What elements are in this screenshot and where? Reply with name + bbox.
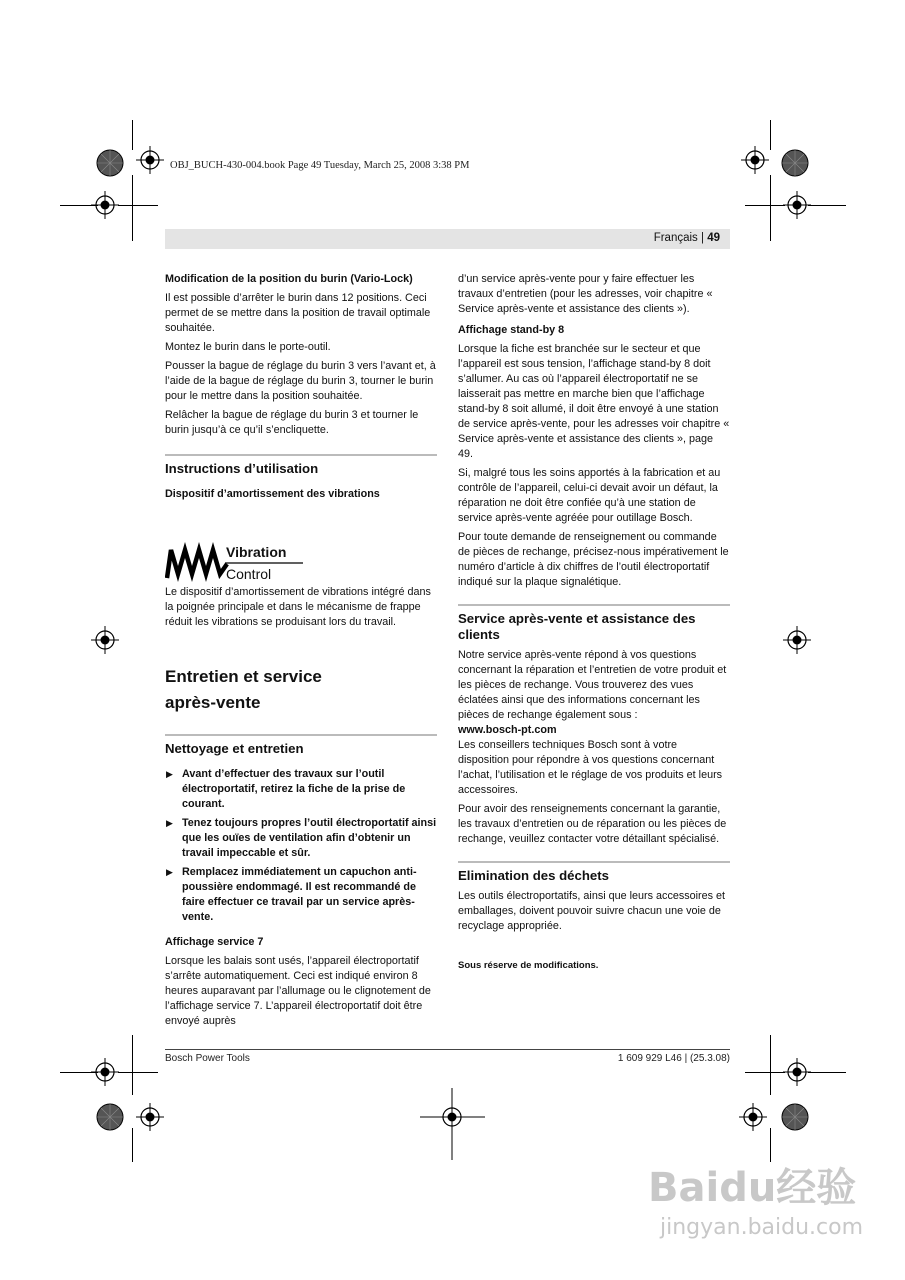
registration-disc-icon: [97, 1104, 123, 1130]
vibration-control-logo: [165, 542, 310, 584]
affichage-service-subheading: Affichage service 7: [165, 936, 264, 948]
footer-left: Bosch Power Tools: [165, 1053, 250, 1064]
bullet-text: Remplacez immédiatement un capuchon anti-poussière endommagé. Il est recommandé de faire effectuer ce travail par un service après-vente.: [182, 866, 417, 923]
vibration-paragraph: Le dispositif d’amortissement de vibrations intégré dans la poignée principale et dans le mécanisme de frappe réduit les vibrations se produisant lors du travail.: [165, 586, 431, 628]
vibration-subheading: Dispositif d’amortissement des vibrations: [165, 488, 380, 500]
service-paragraph-1: Notre service après-vente répond à vos questions concernant la réparation et l’entretien de votre produit et les pièces de rechange. Vous trouverez des vues éclatées ainsi que des informations concernant les pièces de rechange également sous :: [458, 649, 727, 721]
registration-disc-icon: [97, 150, 123, 176]
bullet-arrow-icon: ▶: [166, 867, 173, 877]
footer-divider: [165, 1049, 730, 1050]
entretien-heading-line-2: après-vente: [165, 693, 261, 712]
standby-paragraph-2: Si, malgré tous les soins apportés à la fabrication et au contrôle de l’appareil, celui-ci devait avoir un défaut, la réparation ne doit être confiée qu’à une station de service après-vente agréée pour outillage Bosch.: [458, 467, 721, 524]
registration-target-icon: [741, 146, 769, 174]
registration-target-icon: [91, 626, 119, 654]
right-column: [458, 272, 730, 977]
registration-target-icon: [783, 626, 811, 654]
instructions-heading: Instructions d’utilisation: [165, 454, 437, 477]
registration-target-icon: [136, 1103, 164, 1131]
service-paragraph-3: Pour avoir des renseignements concernant la garantie, les travaux d’entretien ou de réparation ou les pièces de rechange, veuillez contacter votre détaillant spécialisé.: [458, 803, 727, 845]
nettoyage-heading: Nettoyage et entretien: [165, 734, 437, 757]
footer-right: 1 609 929 L46 | (25.3.08): [617, 1053, 730, 1064]
standby-subheading: Affichage stand-by 8: [458, 324, 565, 336]
bullet-arrow-icon: ▶: [166, 818, 173, 828]
header-language: Français: [653, 232, 698, 244]
vario-paragraph-2: Montez le burin dans le porte-outil.: [165, 341, 331, 353]
list-item: [165, 767, 437, 812]
page-number: 49: [707, 232, 720, 244]
logo-word-vibration: Vibration: [226, 544, 287, 560]
bullet-text: Tenez toujours propres l’outil électroportatif ainsi que les ouïes de ventilation afin d’obtenir un travail impeccable et sûr.: [182, 817, 437, 859]
list-item: [165, 816, 437, 861]
affichage-service-paragraph: Lorsque les balais sont usés, l’appareil électroportatif s’arrête automatiquement. Ceci est indiqué environ 8 heures auparavant par l’allumage ou le clignotement de l’affichage service 7. L’appareil électroportatif doit être envoyé auprès: [165, 955, 431, 1027]
elimination-heading: Elimination des déchets: [458, 861, 730, 884]
vario-paragraph-3: Pousser la bague de réglage du burin 3 vers l’avant et, à l’aide de la bague de réglage du burin 3, tourner le burin pour le mettre dans la position souhaitée.: [165, 360, 436, 402]
registration-target-icon: [91, 191, 119, 219]
page-header: [165, 229, 730, 249]
entretien-heading-line-1: Entretien et service: [165, 667, 322, 686]
registration-target-icon: [783, 1058, 811, 1086]
standby-paragraph-1: Lorsque la fiche est branchée sur le secteur et que l’appareil est sous tension, l’affichage stand-by 8 doit s’allumer. Au cas où l’appareil électroportatif ne se laisserait pas mettre en marche bien que l’affichage stand-by 8 soit allumé, il doit être envoyé à une station de service après-vente, pour les adresses voir chapitre « Service après-vente et assistance des clients », page 49.: [458, 343, 730, 460]
header-text: [654, 232, 720, 244]
elimination-paragraph: Les outils électroportatifs, ainsi que leurs accessoires et emballages, doivent pouvoir suivre chacun une voie de recyclage appropriée.: [458, 890, 726, 932]
left-column: [165, 272, 437, 506]
registration-disc-icon: [782, 1104, 808, 1130]
vario-paragraph-4: Relâcher la bague de réglage du burin 3 et tourner le burin jusqu’à ce qu’il s’encliquette.: [165, 409, 419, 436]
bullet-arrow-icon: ▶: [166, 769, 173, 779]
continued-paragraph: d’un service après-vente pour y faire effectuer les travaux d’entretien (pour les adresses, voir chapitre « Service après-vente et assistance des clients »).: [458, 273, 713, 315]
registration-target-icon: [91, 1058, 119, 1086]
logo-word-control: Control: [226, 566, 272, 582]
list-item: [165, 865, 437, 925]
left-column-lower: [165, 585, 437, 1033]
service-url: www.bosch-pt.com: [458, 724, 557, 736]
print-slug: OBJ_BUCH-430-004.book Page 49 Tuesday, March 25, 2008 3:38 PM: [170, 160, 470, 171]
reserve-note: Sous réserve de modifications.: [458, 960, 599, 971]
service-paragraph-2: Les conseillers techniques Bosch sont à votre disposition pour répondre à vos questions concernant l’achat, l’utilisation et le réglage de vos produits et leurs accessoires.: [458, 739, 723, 796]
registration-target-icon: [136, 146, 164, 174]
bullet-text: Avant d’effectuer des travaux sur l’outil électroportatif, retirez la fiche de la prise de courant.: [182, 768, 406, 810]
service-heading: Service après-vente et assistance des clients: [458, 604, 730, 643]
vario-paragraph-1: Il est possible d’arrêter le burin dans 12 positions. Ceci permet de se mettre dans la position de travail optimale souhaitée.: [165, 292, 431, 334]
registration-disc-icon: [782, 150, 808, 176]
watermark-logo: Baidu经验: [648, 1165, 857, 1211]
header-separator: |: [701, 232, 704, 244]
registration-target-icon: [783, 191, 811, 219]
vario-title: Modification de la position du burin (Vario-Lock): [165, 273, 413, 285]
watermark-url: jingyan.baidu.com: [660, 1215, 864, 1240]
standby-paragraph-3: Pour toute demande de renseignement ou commande de pièces de rechange, précisez-nous impérativement le numéro d’article à dix chiffres de l’outil électroportatif indiqué sur la plaque signalétique.: [458, 531, 729, 588]
registration-target-icon: [739, 1103, 767, 1131]
